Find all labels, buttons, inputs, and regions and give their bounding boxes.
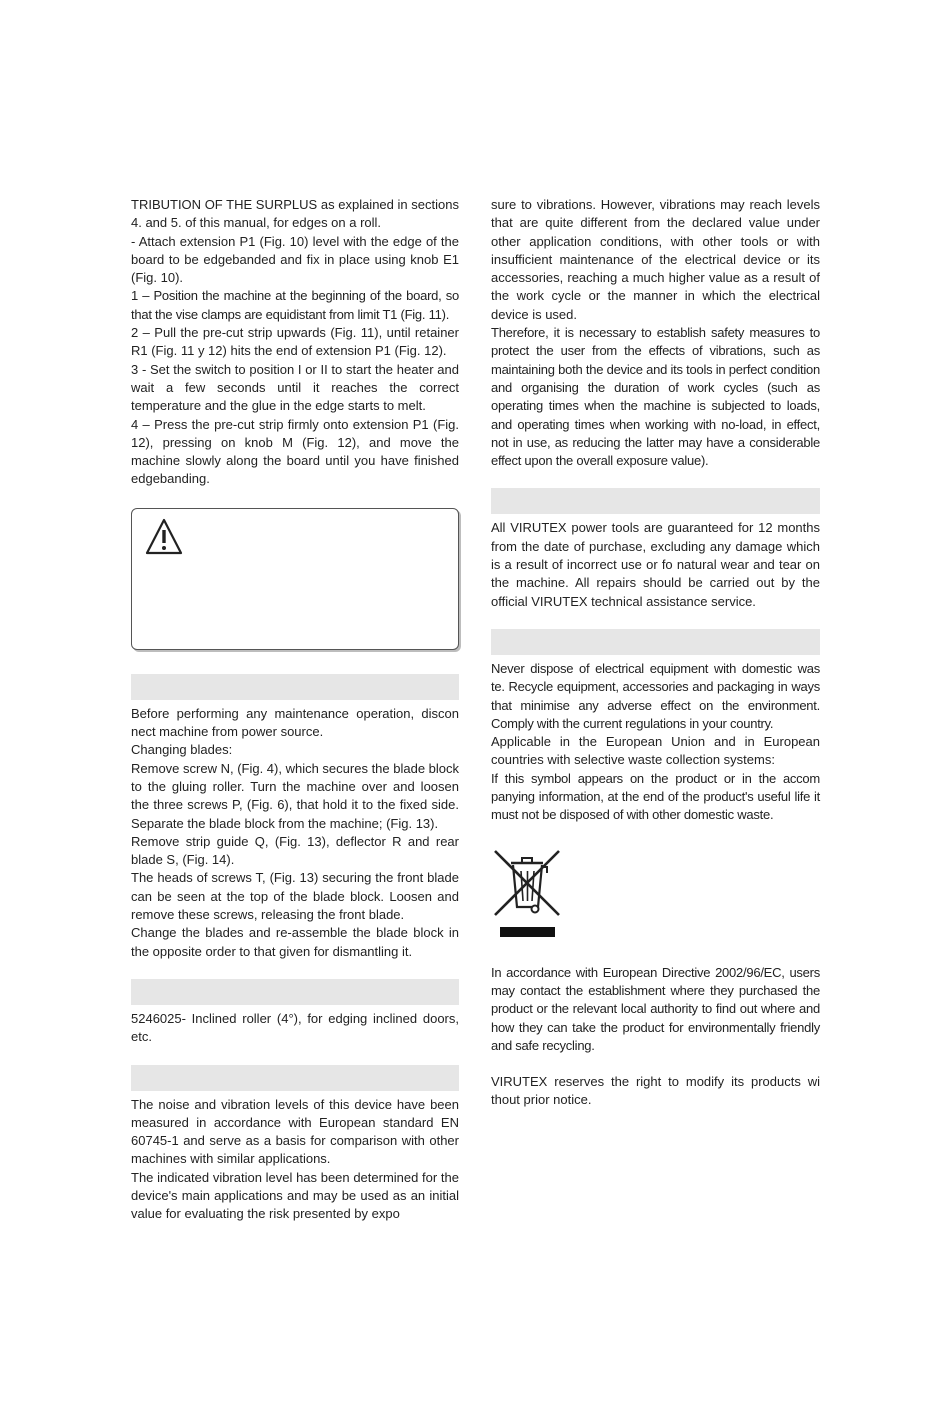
section-header-bar [131, 674, 459, 700]
disposal-section [491, 660, 820, 825]
paragraph: Remove screw N, (Fig. 4), which secures the blade block to the gluing roller. Turn the machine over and loosen the three screws P, (Fig. 6), that hold it to the fixed side. Separate the blade block from the machine; (Fig. 13). [131, 760, 460, 831]
accessories-section [131, 1010, 459, 1047]
paragraph: Applicable in the European Union and in European countries with selective waste collection systems: [491, 734, 820, 768]
paragraph: Remove strip guide Q, (Fig. 13), deflector R and rear blade S, (Fig. 14). [131, 833, 459, 868]
intro-section [131, 196, 459, 489]
paragraph: The noise and vibration levels of this device have been measured in accordance with European standard EN 60745-1 and serve as a basis for comparison with other machines with similar applications. [131, 1096, 459, 1167]
paragraph: TRIBUTION OF THE SURPLUS as explained in sections 4. and 5. of this manual, for edges on a roll. [131, 197, 459, 231]
paragraph: VIRUTEX reserves the right to modify its products wi thout prior notice. [491, 1074, 820, 1108]
paragraph: Before performing any maintenance operation, discon nect machine from power source. [131, 705, 459, 740]
paragraph: 1 – Position the machine at the beginning of the board, so that the vise clamps are equidistant from limit T1 (Fig. 11). [131, 288, 459, 322]
noise-section [131, 1096, 459, 1224]
section-header-bar [131, 1065, 459, 1091]
guarantee-section [491, 519, 820, 610]
paragraph: Never dispose of electrical equipment with domestic was te. Recycle equipment, accessories and packaging in ways that minimise any adverse effect on the environment. Comply with the current regulations in your country. [491, 660, 820, 731]
reserve-section [491, 1073, 820, 1110]
right-column [491, 196, 820, 1110]
warning-triangle-icon [144, 517, 184, 557]
vibration-section [491, 196, 820, 470]
crossed-out-wheelie-bin-icon [491, 845, 563, 941]
paragraph: If this symbol appears on the product or in the accom panying information, at the end of the product's useful life it must not be disposed of with other domestic waste. [491, 770, 820, 823]
paragraph: Therefore, it is necessary to establish safety measures to protect the user from the effects of vibrations, such as maintaining both the device and its tools in perfect condition and organising the duration of work cycles (such as operating times when the machine is subjected to loads, and operating times when working with no-load, in effect, not in use, as reducing the latter may have a considerable effect upon the overall exposure value). [491, 325, 820, 469]
paragraph: 3 - Set the switch to position I or II to start the heater and wait a few seconds until it reaches the correct temperature and the glue in the edge starts to melt. [131, 361, 459, 414]
paragraph: - Attach extension P1 (Fig. 10) level with the edge of the board to be edgebanded and fix in place using knob E1 (Fig. 10). [131, 233, 459, 286]
section-header-bar [131, 979, 459, 1005]
paragraph: Changing blades: [131, 742, 233, 758]
left-column [131, 196, 459, 1224]
section-header-bar [491, 629, 820, 655]
paragraph: 5246025- Inclined roller (4°), for edging inclined doors, etc. [131, 1010, 459, 1045]
warning-box [131, 508, 459, 650]
paragraph: The indicated vibration level has been determined for the device's main applications and may be used as an initial value for evaluating the risk presented by expo [131, 1169, 459, 1222]
paragraph: All VIRUTEX power tools are guaranteed for 12 months from the date of purchase, excluding any damage which is a result of incorrect use or fo natural wear and tear on the machine. All repairs should be carried out by the official VIRUTEX technical assistance service. [491, 520, 820, 609]
paragraph: In accordance with European Directive 2002/96/EC, users may contact the establishment where they purchased the product or the relevant local authority to find out where and how they can take the product for environmentally friendly and safe recycling. [491, 964, 820, 1053]
maintenance-section [131, 705, 459, 961]
paragraph: Change the blades and re-assemble the blade block in the opposite order to that given for dismantling it. [131, 925, 459, 959]
section-header-bar [491, 488, 820, 514]
paragraph: The heads of screws T, (Fig. 13) securing the front blade can be seen at the top of the blade block. Loosen and remove these screws, releasing the front blade. [131, 870, 459, 923]
paragraph: 2 – Pull the pre-cut strip upwards (Fig. 11), until retainer R1 (Fig. 11 y 12) hits the end of extension P1 (Fig. 12). [131, 325, 459, 359]
paragraph: 4 – Press the pre-cut strip firmly onto extension P1 (Fig. 12), pressing on knob M (Fig. 12), and move the machine slowly along the board until you have finished edgebanding. [131, 416, 459, 487]
paragraph: sure to vibrations. However, vibrations may reach levels that are quite different from the declared value under other application conditions, with other tools or with insufficient maintenance of the electrical device or its accessories, reaching a much higher value as a result of the work cycle or the manner in which the electrical device is used. [491, 197, 820, 322]
directive-section [491, 964, 820, 1055]
